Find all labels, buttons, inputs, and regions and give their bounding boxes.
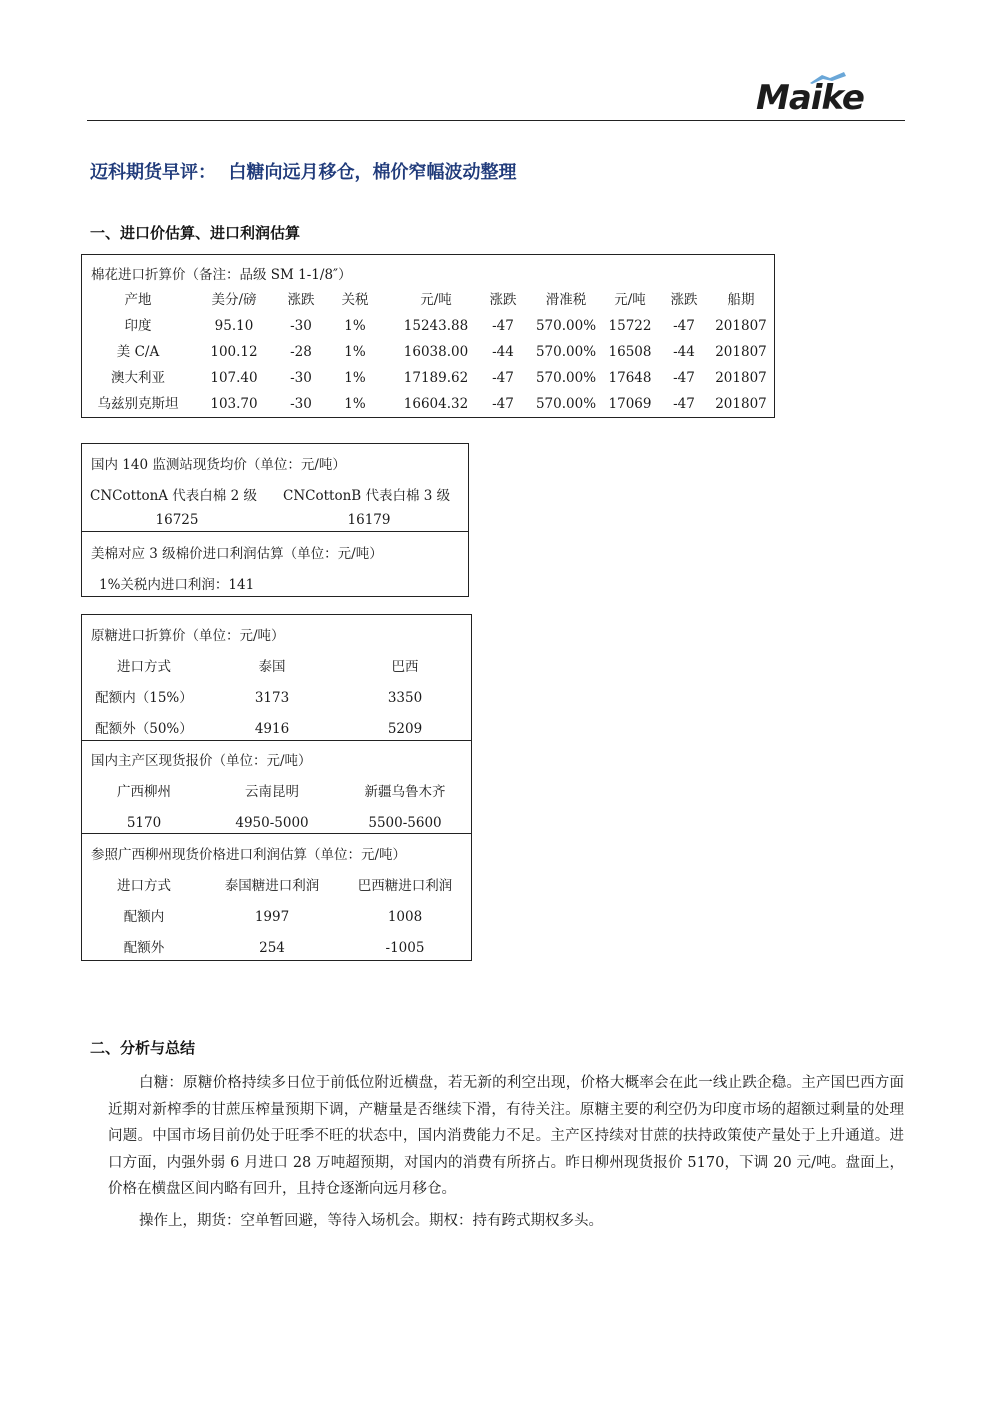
table-cell: 201807 [715, 370, 767, 386]
column-header: 泰国糖进口利润 [224, 878, 320, 894]
table-cell: 1% [344, 396, 366, 412]
column-header: 涨跌 [287, 292, 315, 308]
row-divider [82, 531, 468, 532]
column-header: 元/吨 [420, 292, 452, 308]
table-cell: 95.10 [214, 318, 254, 334]
sugar-import-caption: 原糖进口折算价（单位：元/吨） [91, 628, 285, 644]
cotton-profit-caption: 美棉对应 3 级棉价进口利润估算（单位：元/吨） [91, 546, 383, 562]
table-cell: 5500-5600 [368, 815, 442, 831]
analysis-paragraph-sugar: 白糖：原糖价格持续多日位于前低位附近横盘，若无新的利空出现，价格大概率会在此一线止跌企稳。主产国巴西方面近期对新榨季的甘蔗压榨量预期下调，产糖量是否继续下滑，有待关注。原糖主要的利空仍为印度市场的超额过剩量的处理问题。中国市场目前仍处于旺季不旺的状态中，国内消费能力不足。主产区持续对甘蔗的扶持政策使产量处于上升通道。进口方面，内强外弱 6 月进口 28 万吨超预期，对国内的消费有所挤占。昨日柳州现货报价 5170，下调 20 元/吨。盘面上，价格在横盘区间内略有回升，且持仓逐渐向远月移仓。 [108, 1075, 904, 1197]
table-cell: -1005 [385, 940, 425, 956]
sugar-spot-caption: 国内主产区现货报价（单位：元/吨） [91, 753, 312, 769]
maike-logo [756, 72, 890, 118]
table-cell: 印度 [124, 318, 152, 334]
table-cell: 配额外 [123, 940, 165, 956]
table-cell: 201807 [715, 344, 767, 360]
table-cell: 254 [259, 940, 285, 956]
table-cell: 16038.00 [403, 344, 469, 360]
document-title: 迈科期货早评： 白糖向远月移仓，棉价窄幅波动整理 [90, 162, 517, 183]
table-cell: -47 [492, 396, 514, 412]
table-cell: 15722 [608, 318, 652, 334]
logo-text: Maike [756, 78, 864, 118]
table-cell: 1008 [387, 909, 423, 925]
table-cell: -30 [290, 370, 312, 386]
column-header: 巴西 [391, 659, 419, 675]
section-heading-analysis: 二、分析与总结 [90, 1039, 196, 1057]
table-cell: 17069 [608, 396, 652, 412]
column-header: 涨跌 [489, 292, 517, 308]
table-cell: 3350 [387, 690, 423, 706]
cncotton-a-label: CNCottonA 代表白棉 2 级 [90, 488, 257, 504]
table-cell: 1997 [254, 909, 290, 925]
sugar-profit-caption: 参照广西柳州现货价格进口利润估算（单位：元/吨） [91, 847, 407, 863]
table-cell: -47 [673, 370, 695, 386]
column-header: 滑准税 [545, 292, 587, 308]
header-divider [87, 120, 905, 121]
table-cell: 配额内（15%） [95, 690, 193, 706]
column-header: 船期 [727, 292, 755, 308]
table-cell: 201807 [715, 396, 767, 412]
table-cell: -44 [492, 344, 514, 360]
table-cell: -30 [290, 318, 312, 334]
table-cell: 570.00% [535, 318, 597, 334]
column-header: 进口方式 [117, 659, 171, 675]
table-cell: 4916 [254, 721, 290, 737]
cotton-import-caption: 棉花进口折算价（备注：品级 SM 1-1/8″） [91, 267, 352, 283]
section-heading-import: 一、进口价估算、进口利润估算 [90, 224, 301, 242]
table-cell: 配额内 [123, 909, 165, 925]
table-cell: -47 [492, 318, 514, 334]
table-cell: 17648 [608, 370, 652, 386]
table-cell: 1% [344, 318, 366, 334]
table-cell: 4950-5000 [235, 815, 309, 831]
table-cell: -47 [492, 370, 514, 386]
table-cell: -47 [673, 318, 695, 334]
table-cell: 5170 [126, 815, 162, 831]
table-cell: 201807 [715, 318, 767, 334]
table-cell: 570.00% [535, 396, 597, 412]
table-cell: -28 [290, 344, 312, 360]
table-cell: 乌兹别克斯坦 [97, 396, 179, 412]
table-cell: 103.70 [210, 396, 258, 412]
table-cell: 3173 [254, 690, 290, 706]
cncotton-b-label: CNCottonB 代表白棉 3 级 [283, 488, 451, 504]
cotton-import-table [81, 254, 775, 418]
table-cell: 配额外（50%） [95, 721, 193, 737]
column-header: 新疆乌鲁木齐 [364, 784, 446, 800]
table-cell: 107.40 [210, 370, 258, 386]
table-cell: 澳大利亚 [111, 370, 165, 386]
column-header: 涨跌 [670, 292, 698, 308]
column-header: 广西柳州 [117, 784, 171, 800]
table-cell: 1% [344, 370, 366, 386]
table-cell: 16604.32 [403, 396, 469, 412]
cotton-domestic-table [81, 443, 469, 597]
table-cell: -30 [290, 396, 312, 412]
table-cell: 570.00% [535, 370, 597, 386]
column-header: 元/吨 [614, 292, 646, 308]
cotton-profit-text: 1%关税内进口利润：141 [99, 577, 255, 593]
table-cell: 美 C/A [116, 344, 160, 360]
table-cell: 17189.62 [403, 370, 469, 386]
cotton-domestic-caption: 国内 140 监测站现货均价（单位：元/吨） [91, 457, 346, 473]
cncotton-a-value: 16725 [155, 512, 199, 528]
column-header: 美分/磅 [211, 292, 257, 308]
table-cell: 16508 [608, 344, 652, 360]
table-cell: 15243.88 [403, 318, 469, 334]
column-header: 泰国 [258, 659, 286, 675]
table-cell: -44 [673, 344, 695, 360]
table-cell: 100.12 [210, 344, 258, 360]
column-header: 云南昆明 [245, 784, 299, 800]
table-cell: 570.00% [535, 344, 597, 360]
table-cell: 5209 [387, 721, 423, 737]
table-cell: -47 [673, 396, 695, 412]
table-cell: 1% [344, 344, 366, 360]
row-divider [82, 740, 471, 741]
cncotton-b-value: 16179 [347, 512, 391, 528]
analysis-paragraph-operation: 操作上，期货：空单暂回避，等待入场机会。期权：持有跨式期权多头。 [139, 1213, 603, 1229]
sugar-table [81, 614, 472, 961]
row-divider [82, 833, 471, 834]
column-header: 产地 [124, 292, 152, 308]
column-header: 巴西糖进口利润 [357, 878, 453, 894]
column-header: 关税 [341, 292, 369, 308]
column-header: 进口方式 [117, 878, 171, 894]
